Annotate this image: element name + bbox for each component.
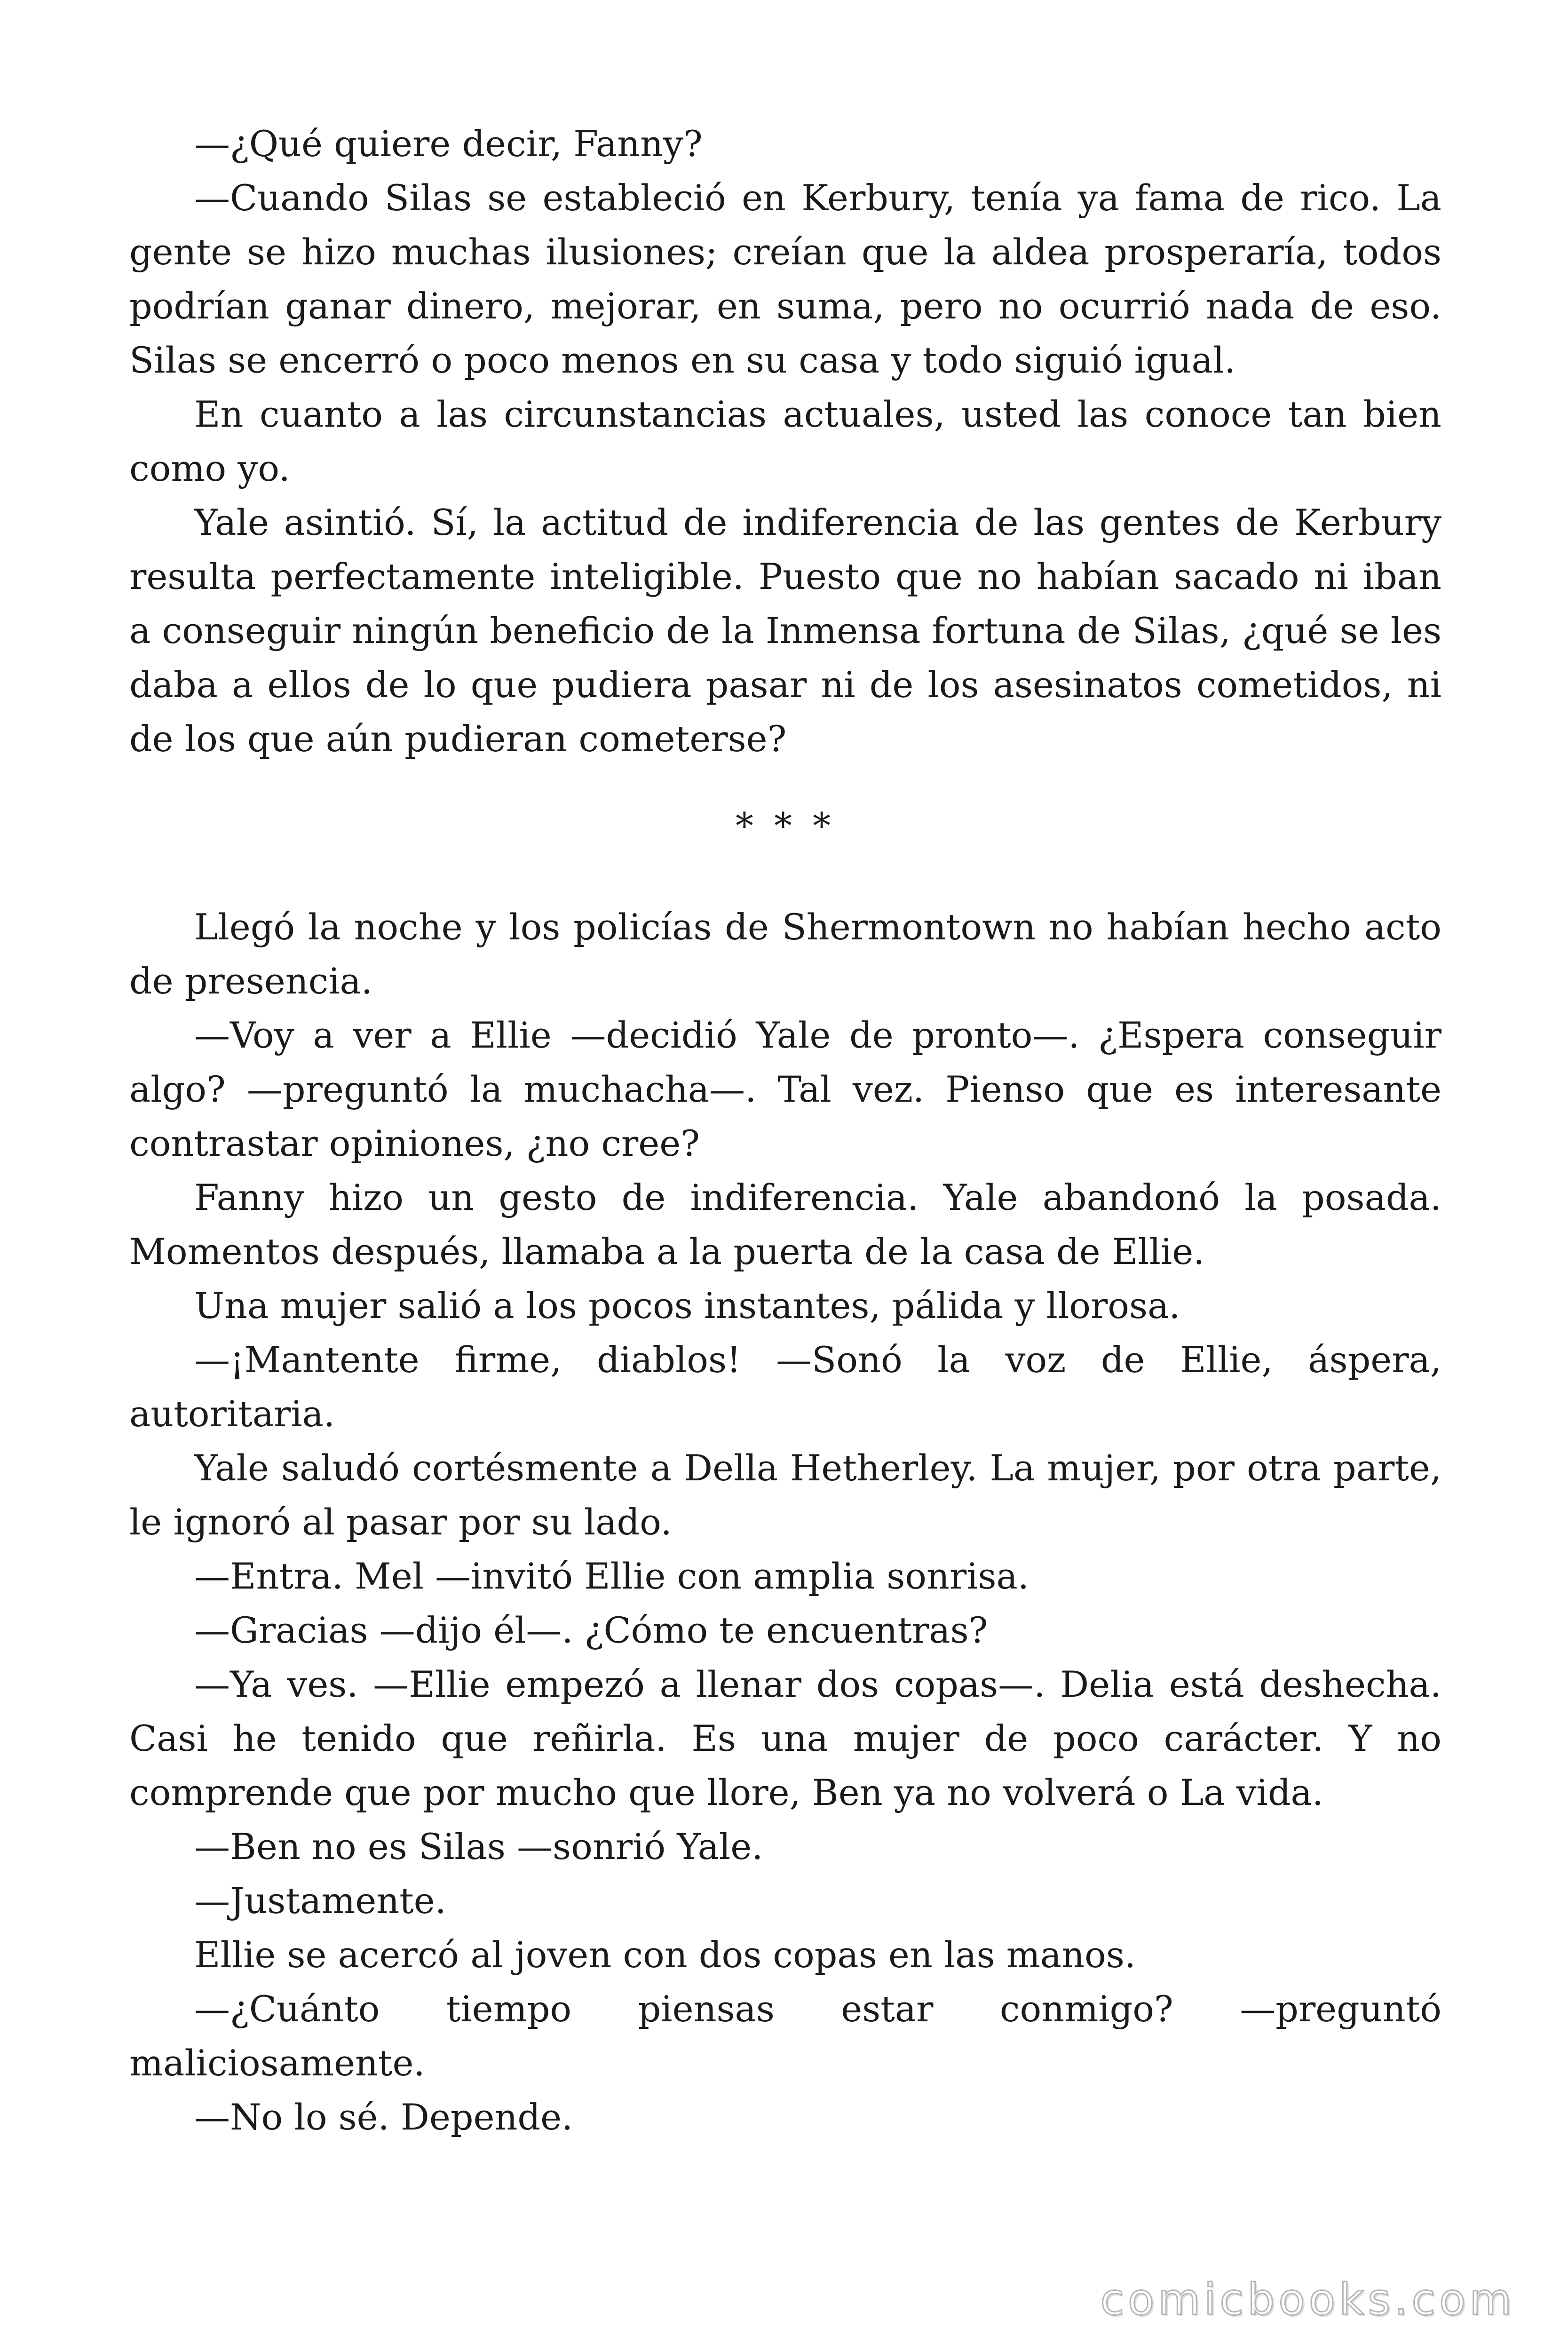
watermark: comicbooks.com xyxy=(1100,2274,1515,2325)
paragraph: En cuanto a las circunstancias actuales, usted las conoce tan bien como yo. xyxy=(129,393,1441,489)
paragraph: Una mujer salió a los pocos instantes, pálida y llorosa. xyxy=(194,1285,1180,1327)
paragraph: Llegó la noche y los policías de Shermontown no habían hecho acto de presencia. xyxy=(129,906,1441,1002)
paragraph: Yale asintió. Sí, la actitud de indiferencia de las gentes de Kerbury resulta perfectamente inteligible. Puesto que no habían sacado ni iban a conseguir ningún beneficio de la Inmensa fortuna de Silas, ¿qué se les daba a ellos de lo que pudiera pasar ni de los asesinatos cometidos, ni de los que aún pudieran cometerse? xyxy=(129,501,1441,760)
paragraph: —No lo sé. Depende. xyxy=(194,2096,573,2138)
paragraph: Yale saludó cortésmente a Della Hetherley. La mujer, por otra parte, le ignoró al pasar por su lado. xyxy=(129,1447,1441,1543)
paragraph: —¿Qué quiere decir, Fanny? xyxy=(194,123,703,165)
paragraph: Fanny hizo un gesto de indiferencia. Yale abandonó la posada. Momentos después, llamaba a la puerta de la casa de Ellie. xyxy=(129,1176,1441,1272)
paragraph: —Cuando Silas se estableció en Kerbury, tenía ya fama de rico. La gente se hizo muchas ilusiones; creían que la aldea prosperaría, todos podrían ganar dinero, mejorar, en suma, pero no ocurrió nada de eso. Silas se encerró o poco menos en su casa y todo siguió igual. xyxy=(129,177,1441,381)
paragraph: —Ben no es Silas —sonrió Yale. xyxy=(194,1826,763,1867)
paragraph: —Entra. Mel —invitó Ellie con amplia sonrisa. xyxy=(194,1555,1029,1597)
paragraph: —Ya ves. —Ellie empezó a llenar dos copas—. Delia está deshecha. Casi he tenido que reñirla. Es una mujer de poco carácter. Y no comprende que por mucho que llore, Ben ya no volverá o La vida. xyxy=(129,1663,1441,1813)
section-break: * * * xyxy=(735,805,836,847)
book-page xyxy=(129,117,1441,2144)
paragraph: —¡Mantente firme, diablos! —Sonó la voz de Ellie, áspera, autoritaria. xyxy=(129,1339,1441,1435)
paragraph: —Voy a ver a Ellie —decidió Yale de pronto—. ¿Espera conseguir algo? —preguntó la muchacha—. Tal vez. Pienso que es interesante contrastar opiniones, ¿no cree? xyxy=(129,1014,1441,1164)
paragraph: —Justamente. xyxy=(194,1880,446,1922)
paragraph: Ellie se acercó al joven con dos copas en las manos. xyxy=(194,1934,1136,1976)
paragraph: —Gracias —dijo él—. ¿Cómo te encuentras? xyxy=(194,1609,988,1651)
paragraph: —¿Cuánto tiempo piensas estar conmigo? —preguntó maliciosamente. xyxy=(129,1988,1441,2084)
